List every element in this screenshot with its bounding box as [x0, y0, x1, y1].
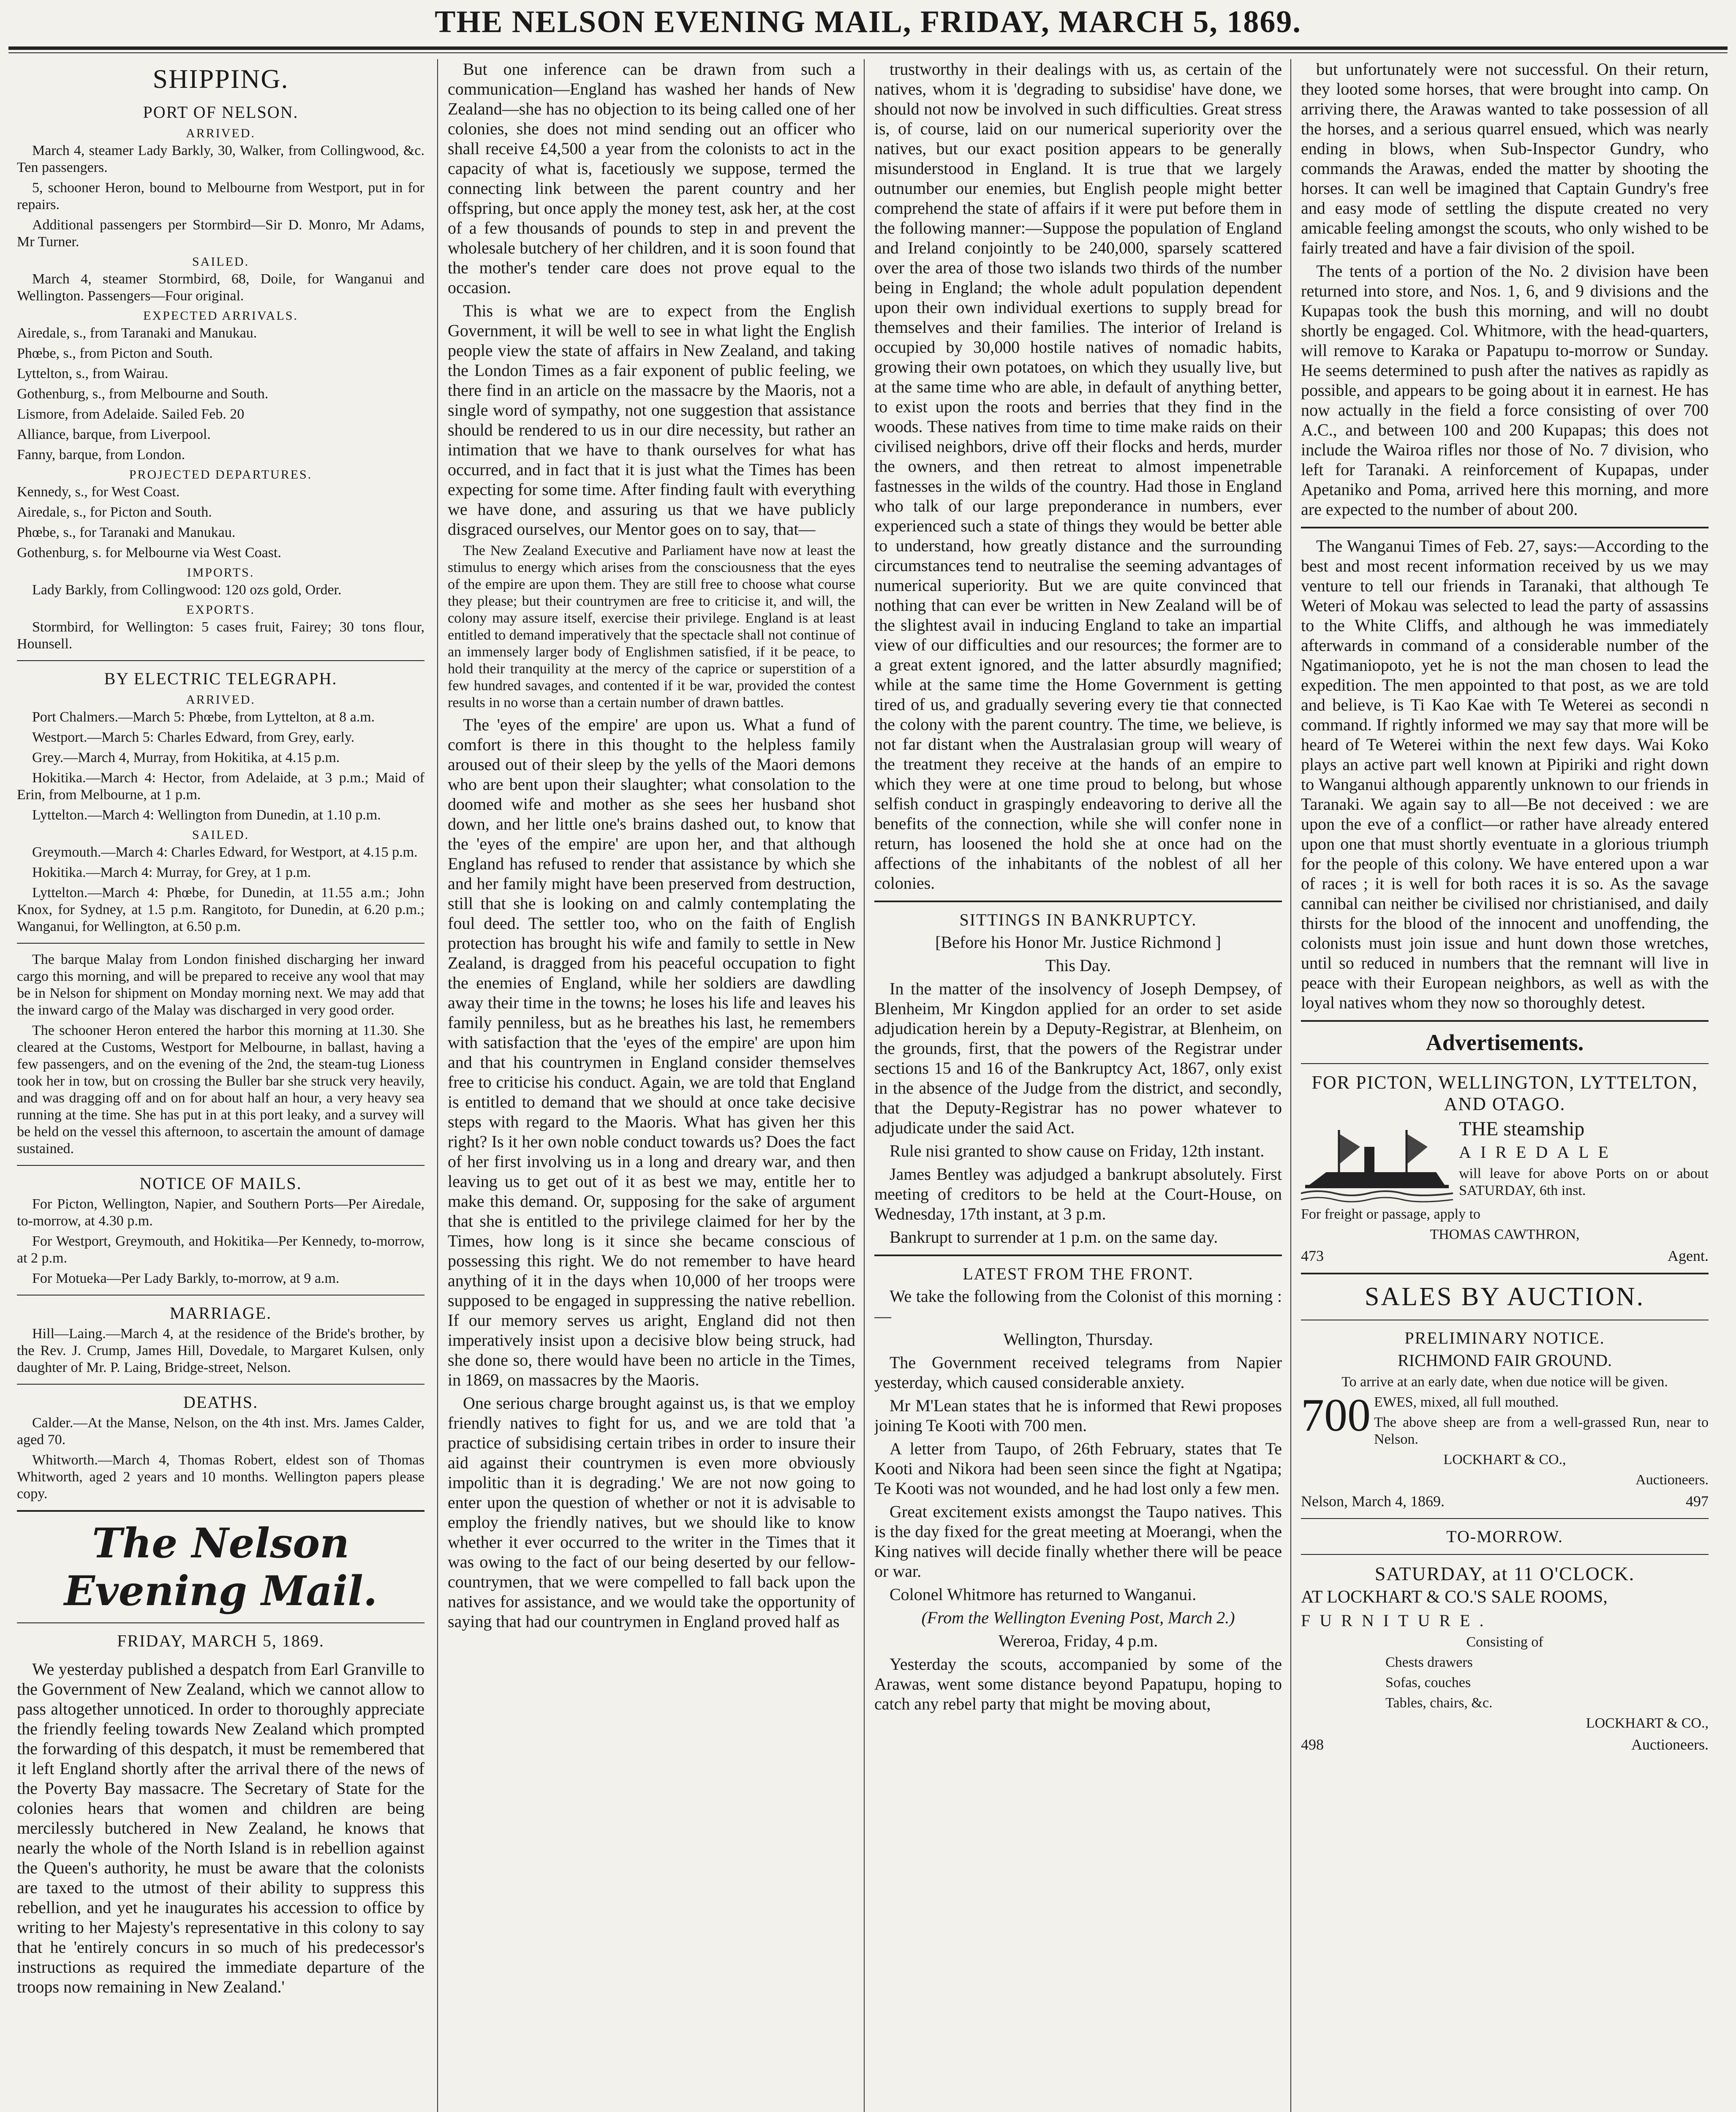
saturday-heading: SATURDAY, at 11 O'CLOCK.	[1374, 1563, 1635, 1584]
expected-item: Airedale, s., from Taranaki and Manukau.	[17, 325, 257, 341]
arrived-item: March 4, steamer Lady Barkly, 30, Walker, from Collingwood, &c. Ten passengers.	[17, 143, 424, 175]
expected-heading: EXPECTED ARRIVALS.	[143, 309, 298, 323]
furniture-item: Chests drawers	[1385, 1655, 1473, 1670]
projected-item: Gothenburg, s. for Melbourne via West Coast.	[17, 545, 281, 561]
times-quote: The New Zealand Executive and Parliament have now at least the stimulus to energy which arises from the consciousness that the eyes of the empire are upon them. They are still free to choose what course they please; but their countrymen are free to criticise it, and will, the colony may assure itself, exercise their privilege. England is at least entitled to demand imperatively that the spectacle shall not continue of an immensely larger body of Englishmen satisfied, if it be peace, to hold their tranquility at the mercy of the caprice or superstition of a few hundred savages, and contented if it be war, provided the contest results in no worse than a certain number of drawn battles.	[448, 543, 855, 710]
arrive-note: To arrive at an early date, when due notice will be given.	[1341, 1374, 1668, 1390]
top-rule	[8, 46, 1728, 50]
ad-apply: For freight or passage, apply to	[1301, 1206, 1480, 1222]
column-divider	[1290, 59, 1291, 2112]
death-item: Calder.—At the Manse, Nelson, on the 4th inst. Mrs. James Calder, aged 70.	[17, 1415, 424, 1448]
shipping-news: The barque Malay from London finished discharging her inward cargo this morning, and will be prepared to receive any wool that may be in Nelson for shipment on Monday morning next. We may add that the inward cargo of the Malay was discharged in very good order.	[17, 952, 424, 1018]
sailed-heading: SAILED.	[192, 255, 250, 269]
ewes-ad	[1301, 1394, 1709, 1451]
divider	[1301, 527, 1709, 528]
marriage-heading: MARRIAGE.	[169, 1304, 272, 1323]
tel-arrived-item: Hokitika.—March 4: Hector, from Adelaide, at 3 p.m.; Maid of Erin, from Melbourne, at 1 p.m.	[17, 770, 424, 803]
tomorrow-heading: TO-MORROW.	[1446, 1527, 1563, 1546]
sale-rooms: AT LOCKHART & CO.'S SALE ROOMS,	[1301, 1587, 1608, 1607]
bankruptcy-heading: SITTINGS IN BANKRUPTCY.	[959, 910, 1197, 929]
masthead-title: THE NELSON EVENING MAIL, FRIDAY, MARCH 5, 1869.	[435, 5, 1301, 39]
ad-number: 497	[1686, 1493, 1709, 1510]
furniture-item: Tables, chairs, &c.	[1385, 1695, 1493, 1711]
steamship-label: THE steamship	[1459, 1119, 1585, 1140]
paper-title: The Nelson Evening Mail.	[64, 1519, 378, 1615]
column-3	[874, 59, 1282, 2112]
imports-heading: IMPORTS.	[187, 566, 255, 580]
tel-sailed-item: Greymouth.—March 4: Charles Edward, for Westport, at 4.15 p.m.	[32, 844, 418, 860]
arrived-item: 5, schooner Heron, bound to Melbourne from Westport, put in for repairs.	[17, 180, 424, 212]
front-dateline: Wellington, Thursday.	[1003, 1330, 1153, 1349]
tel-sailed-item: Hokitika.—March 4: Murray, for Grey, at 1 p.m.	[32, 865, 311, 880]
column-divider	[864, 59, 865, 2112]
shipping-news: The schooner Heron entered the harbor this morning at 11.30. She cleared at the Customs, Westport for Melbourne, in ballast, having a few passengers, and on the evening of the 2nd, the steam-tug Lioness took her in tow, but on crossing the Buller bar she struck very heavily, and was dragging off and on for about half an hour, a very heavy sea running at the time. She has put in at this port leaky, and a survey will be held on the vessel this afternoon, to ascertain the amount of damage sustained.	[17, 1023, 424, 1157]
ad-heading: FOR PICTON, WELLINGTON, LYTTELTON, AND OTAGO.	[1312, 1072, 1698, 1114]
front-paragraph: but unfortunately were not successful. On their return, they looted some horses, that were brought into camp. On arriving there, the Arawas wanted to take possession of all the horses, and a serious quarrel ensued, which was nearly ending in blows, when Sub-Inspector Gundry, who commands the Arawas, ended the matter by shooting the horses. It can well be imagined that Captain Gundry's free and easy mode of settling the dispute created no very amicable feeling amongst the scouts, who only wished to be fairly treated and have a fair division of the spoil.	[1301, 60, 1709, 257]
ad-agent: Agent.	[1668, 1247, 1709, 1264]
preliminary-heading: PRELIMINARY NOTICE.	[1404, 1328, 1605, 1347]
bankruptcy-day: This Day.	[1045, 956, 1111, 975]
front-dateline: Wereroa, Friday, 4 p.m.	[998, 1631, 1158, 1650]
ad-number: 473	[1301, 1247, 1324, 1264]
expected-item: Gothenburg, s., from Melbourne and South.	[17, 386, 269, 402]
editorial-paragraph: We yesterday published a despatch from Earl Granville to the Government of New Zealand, which we cannot allow to pass altogether unnoticed. In order to thoroughly appreciate the friendly feeling towards New Zealand which prompted the forwarding of this despatch, it must be remembered that it left England shortly after the arrival there of the news of the Poverty Bay massacre. The Secretary of State for the colonies hears that women and children are being mercilessly butchered in New Zealand, he knows that nearly the whole of the North Island is in rebellion against the Queen's authority, he must be aware that the colonists are taxed to the utmost of their ability to suppress this rebellion, and yet he inaugurates his accession to office by writing to her Majesty's representative in this colony to say that he 'entirely concurs in so much of his predecessor's instructions as required the immediate departure of the troops now remaining in New Zealand.'	[17, 1660, 424, 1996]
column-divider	[437, 59, 438, 2112]
expected-item: Alliance, barque, from Liverpool.	[17, 427, 211, 442]
projected-item: Kennedy, s., for West Coast.	[17, 484, 180, 500]
divider	[1301, 1518, 1709, 1519]
editorial-paragraph: The 'eyes of the empire' are upon us. What a fund of comfort is there in this thought to the helpless family aroused out of their sleep by the yells of the Maori demons who are bent upon their slaughter; what consolation to the doomed wife and mother as she sees her husband shot down, and her little one's brains dashed out, to know that the 'eyes of the empire' are upon her, and that although England has refused to render that assistance by which she and her family might have been preserved from destruction, still that she is looking on and calmly contemplating the foul deed. The settler too, who on the faith of English protection has brought his wife and family to settle in New Zealand, is dragged from his peaceful occupation to fight the enemies of England, while her soldiers are dawdling away their time in the towns; he loses his life and leaves his family penniless, but as he breathes his last, he remembers with satisfaction that the 'eyes of the empire' are upon him and that his countrymen in England consider themselves free to criticise his conduct. Again, we are told that England is entitled to demand that we should at once take decisive steps with regard to the Maoris. What has given her this right? Is it her own noble conduct towards us? Does the fact of her first involving us in a long and dreary war, and then leaving us to get out of it as best we may, entitle her to make this demand. Or, supposing for the sake of argument that she is entitled to the privilege claimed for her by the Times, how long is it since she became conscious of possessing this right. We do not remember to have heard anything of it in the days when 10,000 of her troops were supposed to be engaged in suppressing the native rebellion. If our memory serves us aright, England did not then imperatively insist upon a decisive blow being struck, had she done so, there would have been no article in the Times, in 1869, on massacres by the Maoris.	[448, 715, 855, 1389]
editorial-paragraph: This is what we are to expect from the English Government, it will be well to see in what light the English people view the state of affairs in New Zealand, and taking the London Times as a fair exponent of public feeling, we there find in an article on the massacre by the Maoris, not a single word of sympathy, not one suggestion that assistance should be rendered to us in our dire necessity, but rather an intimation that we have to thank ourselves for what has occurred, and in fact that it is just what the Times has been expecting for some time. After finding fault with everything we have done, and assuring us that we have publicly disgraced ourselves, our Mentor goes on to say, that—	[448, 301, 855, 539]
front-paragraph: The tents of a portion of the No. 2 division have been returned into store, and Nos. 1, 6, and 9 divisions and the Kupapas took the bush this morning, and will no doubt shortly be engaged. Col. Whitmore, with the head-quarters, will remove to Karaka or Papatupu to-morrow or Sunday. He seems determined to push after the natives as rapidly as possible, and appears to be going about it in earnest. He has now actually in the field a force consisting of over 700 A.C., and between 100 and 200 Kupapas; this does not include the Wairoa rifles nor those of No. 7 division, who left for Taranaki. A reinforcement of Kupapas, under Apetaniko and Poma, arrived here this morning, and more are expected to the number of about 200.	[1301, 261, 1709, 519]
divider	[17, 1384, 424, 1385]
consisting: Consisting of	[1466, 1634, 1543, 1650]
ad-footer	[1301, 1735, 1709, 1754]
port-heading: PORT OF NELSON.	[143, 103, 299, 122]
front-paragraph: A letter from Taupo, of 26th February, states that Te Kooti and Nikora had been seen since the fight at Ngatipa; Te Kooti was not wounded, and he had lost only a few men.	[874, 1439, 1282, 1498]
advertisements-heading: Advertisements.	[1426, 1030, 1584, 1055]
mail-item: For Motueka—Per Lady Barkly, to-morrow, at 9 a.m.	[32, 1271, 340, 1286]
front-paragraph: We take the following from the Colonist of this morning :—	[874, 1287, 1282, 1325]
top-rule-thin	[8, 52, 1728, 53]
projected-item: Airedale, s., for Picton and South.	[17, 504, 212, 520]
ship-name: AIREDALE	[1459, 1143, 1618, 1162]
furniture-item: Sofas, couches	[1385, 1675, 1471, 1690]
furniture-heading: FURNITURE.	[1301, 1611, 1493, 1630]
tel-sailed-item: Lyttelton.—March 4: Phœbe, for Dunedin, at 11.55 a.m.; John Knox, for Sydney, at 1.5 p.m. Rangitoto, for Dunedin, at 6.20 p.m.; Wanganui, for Wellington, at 6.50 p.m.	[17, 885, 424, 934]
auctioneer-name: LOCKHART & CO.,	[1443, 1452, 1566, 1467]
column-2	[448, 59, 855, 2112]
arrived-heading: ARRIVED.	[186, 126, 256, 140]
tel-sailed-heading: SAILED.	[192, 828, 250, 842]
divider	[1301, 1273, 1709, 1274]
marriage-item: Hill—Laing.—March 4, at the residence of the Bride's brother, by the Rev. J. Crump, James Hill, Dovedale, to Margaret Kulsen, only daughter of Mr. P. Laing, Bridge-street, Nelson.	[17, 1326, 424, 1375]
divider	[17, 660, 424, 661]
deaths-heading: DEATHS.	[183, 1393, 258, 1412]
richmond-heading: RICHMOND FAIR GROUND.	[1397, 1351, 1612, 1370]
divider	[17, 1295, 424, 1296]
exports-heading: EXPORTS.	[186, 603, 256, 617]
front-paragraph: The Government received telegrams from Napier yesterday, which caused considerable anxiety.	[874, 1353, 1282, 1392]
shipping-heading: SHIPPING.	[152, 64, 289, 94]
expected-item: Lyttelton, s., from Wairau.	[17, 366, 169, 381]
divider	[17, 1510, 424, 1512]
front-paragraph: Great excitement exists amongst the Taupo natives. This is the day fixed for the great meeting at Moerangi, when the King natives will decide finally whether there will be peace or war.	[874, 1502, 1282, 1581]
projected-heading: PROJECTED DEPARTURES.	[129, 468, 313, 482]
ad-number: 498	[1301, 1736, 1324, 1753]
front-paragraph: Yesterday the scouts, accompanied by some of the Arawas, went some distance beyond Papatupu, hoping to catch any rebel party that might be moving about,	[874, 1655, 1282, 1713]
tel-arrived-item: Westport.—March 5: Charles Edward, from Grey, early.	[32, 729, 355, 745]
masthead	[0, 0, 1736, 39]
bankruptcy-paragraph: Bankrupt to surrender at 1 p.m. on the same day.	[890, 1227, 1218, 1247]
expected-item: Fanny, barque, from London.	[17, 447, 185, 463]
mail-item: For Picton, Wellington, Napier, and Southern Ports—Per Airedale, to-morrow, at 4.30 p.m.	[17, 1196, 424, 1229]
big-number: 700	[1301, 1394, 1371, 1441]
auctioneer-label: Auctioneers.	[1631, 1736, 1709, 1753]
editorial-paragraph: One serious charge brought against us, is that we employ friendly natives to fight for us, and we are told that 'a practice of subsidising certain tribes in order to insure their aid against their countrymen is even more obviously impolitic than it is degrading.' We are not now going to enter upon the question of whether or not it is advisable to employ the friendly natives, but we should like to know whether it ever occurred to the writer in the Times that it was owing to the fact of our being deserted by our fellow-countrymen, that we were compelled to fall back upon the natives for assistance, and we would take the opportunity of saying that had our countrymen in England proved half as	[448, 1393, 855, 1631]
divider	[17, 1622, 424, 1623]
column-1	[17, 59, 424, 2112]
column-4	[1301, 59, 1709, 2112]
divider	[1301, 1063, 1709, 1064]
ewes-detail: The above sheep are from a well-grassed Run, near to Nelson.	[1374, 1415, 1709, 1447]
arrived-item: Additional passengers per Stormbird—Sir D. Monro, Mr Adams, Mr Turner.	[17, 217, 424, 250]
death-item: Whitworth.—March 4, Thomas Robert, eldest son of Thomas Whitworth, aged 2 years and 10 months. Wellington papers please copy.	[17, 1452, 424, 1502]
ad-footer	[1301, 1247, 1709, 1265]
sales-heading: SALES BY AUCTION.	[1364, 1282, 1645, 1311]
front-paragraph: Colonel Whitmore has returned to Wanganui.	[890, 1585, 1197, 1604]
editorial-paragraph: But one inference can be drawn from such a communication—England has washed her hands of New Zealand—she has no objection to its being called one of her colonies, she does not mind sending out an officer who shall receive £4,500 a year from the colonists to act in the capacity of what is, facetiously we suppose, termed the connecting link between the parent country and her offspring, but once apply the money test, ask her, at the cost of a few thousands of pounds to step in and prevent the wholesale butchery of her children, and it is soon found that the mother's tender care does not prove equal to the occasion.	[448, 60, 855, 297]
steamship-ad	[1301, 1119, 1709, 1206]
divider	[874, 1255, 1282, 1256]
ewes-line: EWES, mixed, all full mouthed.	[1374, 1394, 1559, 1410]
mails-heading: NOTICE OF MAILS.	[139, 1174, 302, 1193]
divider	[17, 1165, 424, 1166]
mail-item: For Westport, Greymouth, and Hokitika—Per Kennedy, to-morrow, at 2 p.m.	[17, 1233, 424, 1266]
editorial-paragraph: trustworthy in their dealings with us, as certain of the natives, whom it is 'degrading to subsidise' have done, we should not now be involved in such difficulties. Great stress is, of course, laid on our numerical superiority over the natives, but our exact position appears to be generally misunderstood in England. It is true that we largely outnumber our enemies, but English people might better comprehend the state of affairs if it were put before them in the following manner:—Suppose the population of England and Ireland conjointly to be 240,000, sparsely scattered over the area of those two islands two thirds of the number being in England; the whole adult population dependent upon their own individual exertions to supply bread for themselves and their families. The interior of Ireland is occupied by 30,000 hostile natives of nomadic habits, growing their own potatoes, on which they usually live, but at the same time who are able, in default of anything better, to exist upon the roots and berries that they find in the woods. These natives from time to time make raids on their civilised neighbors, drive off their flocks and herds, murder the owners, and then retreat to almost impenetrable fastnesses in the wilds of the country. Had those in England who talk of our large preponderance in numbers, ever experienced such a state of things they would be better able to understand, how greatly distance and the surrounding circumstances tend to neutralise the seeming advantages of numerical superiority. But we are quite convinced that nothing that can ever be written in New Zealand will be of the slightest avail in inducing England to take an impartial view of our difficulties and our resources; the former are to a great extent ignored, and the latter absurdly magnified; while at the same time the Home Government is getting tired of us, and gradually severing every tie that connected the colony with the parent country. The time, we believe, is not far distant when the Australasian group will weary of the treatment they receive at the hands of an empire to which they were at one time proud to belong, but whose selfish conduct in graspingly endeavoring to derive all the benefits of the connection, while she will confer none in return, has loosened the hold she at once had on the affections of the inhabitants of the noblest of all her colonies.	[874, 60, 1282, 893]
bankruptcy-paragraph: Rule nisi granted to show cause on Friday, 12th instant.	[890, 1141, 1265, 1160]
auctioneer-label: Auctioneers.	[1635, 1472, 1709, 1488]
exports-item: Stormbird, for Wellington: 5 cases fruit, Fairey; 30 tons flour, Hounsell.	[17, 619, 424, 652]
dateline: FRIDAY, MARCH 5, 1869.	[117, 1631, 324, 1650]
divider	[874, 901, 1282, 902]
expected-item: Phœbe, s., from Picton and South.	[17, 346, 213, 361]
bankruptcy-paragraph: James Bentley was adjudged a bankrupt absolutely. First meeting of creditors to be held at the Court-House, on Wednesday, 17th instant, at 3 p.m.	[874, 1165, 1282, 1223]
ad-date: Nelson, March 4, 1869.	[1301, 1493, 1445, 1510]
projected-item: Phœbe, s., for Taranaki and Manukau.	[17, 525, 236, 540]
front-heading: LATEST FROM THE FRONT.	[963, 1264, 1194, 1283]
imports-item: Lady Barkly, from Collingwood: 120 ozs gold, Order.	[32, 582, 342, 598]
telegraph-heading: BY ELECTRIC TELEGRAPH.	[104, 669, 337, 688]
tel-arrived-item: Port Chalmers.—March 5: Phœbe, from Lyttelton, at 8 a.m.	[32, 709, 375, 725]
ad-agent-name: THOMAS CAWTHRON,	[1430, 1227, 1580, 1242]
ad-footer	[1301, 1492, 1709, 1511]
front-paragraph: Mr M'Lean states that he is informed that Rewi proposes joining Te Kooti with 700 men.	[874, 1396, 1282, 1435]
expected-item: Lismore, from Adelaide. Sailed Feb. 20	[17, 406, 245, 422]
front-source: (From the Wellington Evening Post, March 2.)	[921, 1608, 1235, 1627]
auctioneer-name: LOCKHART & CO.,	[1586, 1715, 1709, 1731]
bankruptcy-paragraph: In the matter of the insolvency of Joseph Dempsey, of Blenheim, Mr Kingdon applied for an order to set aside adjudication herein by a Deputy-Registrar, at Blenheim, on the grounds, first, that the powers of the Registrar under sections 15 and 16 of the Bankruptcy Act, 1867, only exist in the absence of the Judge from the district, and secondly, that the Deputy-Registrar has no power whatever to adjudicate under the said Act.	[874, 979, 1282, 1137]
divider	[17, 943, 424, 944]
tel-arrived-item: Lyttelton.—March 4: Wellington from Dunedin, at 1.10 p.m.	[32, 807, 381, 823]
divider	[1301, 1554, 1709, 1555]
sailed-item: March 4, steamer Stormbird, 68, Doile, for Wanganui and Wellington. Passengers—Four original.	[17, 271, 424, 304]
divider	[1301, 1020, 1709, 1022]
bankruptcy-sub: [Before his Honor Mr. Justice Richmond ]	[935, 933, 1221, 952]
steamship-icon	[1301, 1121, 1453, 1206]
tel-arrived-heading: ARRIVED.	[186, 693, 256, 707]
wanganui-paragraph: The Wanganui Times of Feb. 27, says:—According to the best and most recent information received by us we may venture to tell our friends in Taranaki, that although Te Weteri of Mokau was selected to lead the party of assassins to the White Cliffs, and although he was immediately afterwards in command of a considerable number of the Ngatimaniopoto, yet he is not the man chosen to lead the expedition. The men appointed to that post, as we are told and believe, is Ti Kao Kae with Te Weterei as secondi n command. If rightly informed we may say that more will be heard of Te Weterei within the next few days. Wai Koko plays an active part well known at Pipiriki and right down to Wanganui although apparently unknown to our friends in Taranaki. We again say to all—Be not deceived : we are upon the eve of a conflict—or rather have already entered upon one that must shortly eventuate in a glorious triumph for the people of this colony. We have entered upon a war of races ; it is well for both races it is so. As the savage cannibal can neither be civilised nor christianised, and daily thirsts for the blood of the innocent and unoffending, the colonists must join issue and hunt down those wretches, until so reduced in numbers that the remnant will live in peace with their European neighbors, as well as with the loyal natives whom they now so thoroughly detest.	[1301, 536, 1709, 1012]
tel-arrived-item: Grey.—March 4, Murray, from Hokitika, at 4.15 p.m.	[32, 750, 340, 765]
ad-body: will leave for above Ports on or about SATURDAY, 6th inst.	[1459, 1166, 1709, 1198]
